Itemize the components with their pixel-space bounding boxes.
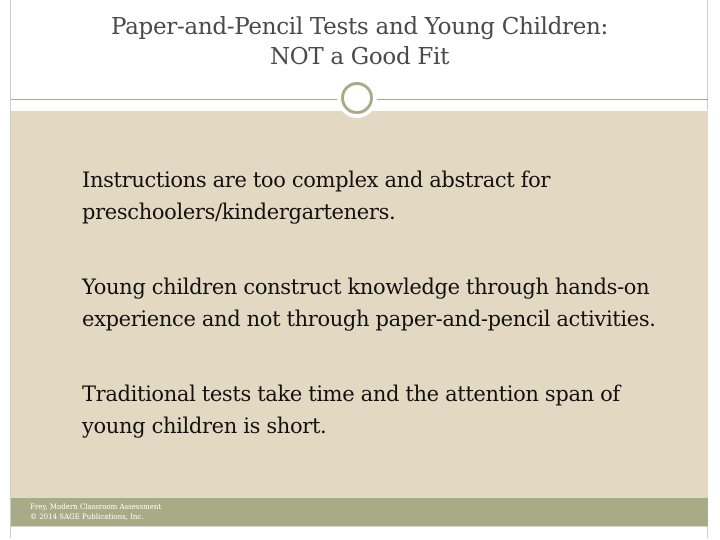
- footer-citation: [30, 502, 161, 522]
- bullet-text: Instructions are too complex and abstract for preschoolers/kindergarteners.: [82, 168, 551, 224]
- circle-ornament-icon: [337, 78, 377, 118]
- footer-bar: [11, 498, 708, 526]
- bullet-text: Traditional tests take time and the attention span of young children is short.: [82, 382, 620, 438]
- title-line-2: NOT a Good Fit: [269, 44, 450, 70]
- citation-line-1: Frey, Modern Classroom Assessment: [30, 503, 162, 511]
- bullet-item: [11, 271, 708, 335]
- title-line-1: Paper-and-Pencil Tests and Young Children:: [110, 14, 609, 40]
- bullet-item: [11, 378, 708, 442]
- slide-title: [11, 0, 708, 72]
- circle-ornament-ring: [341, 82, 373, 114]
- bullet-item: [11, 164, 708, 228]
- bullet-text: Young children construct knowledge through hands-on experience and not through paper-and-pencil activities.: [82, 275, 656, 331]
- bottom-divider: [11, 526, 708, 527]
- citation-line-2: © 2014 SAGE Publications, Inc.: [30, 513, 144, 521]
- bullet-list: [11, 164, 708, 485]
